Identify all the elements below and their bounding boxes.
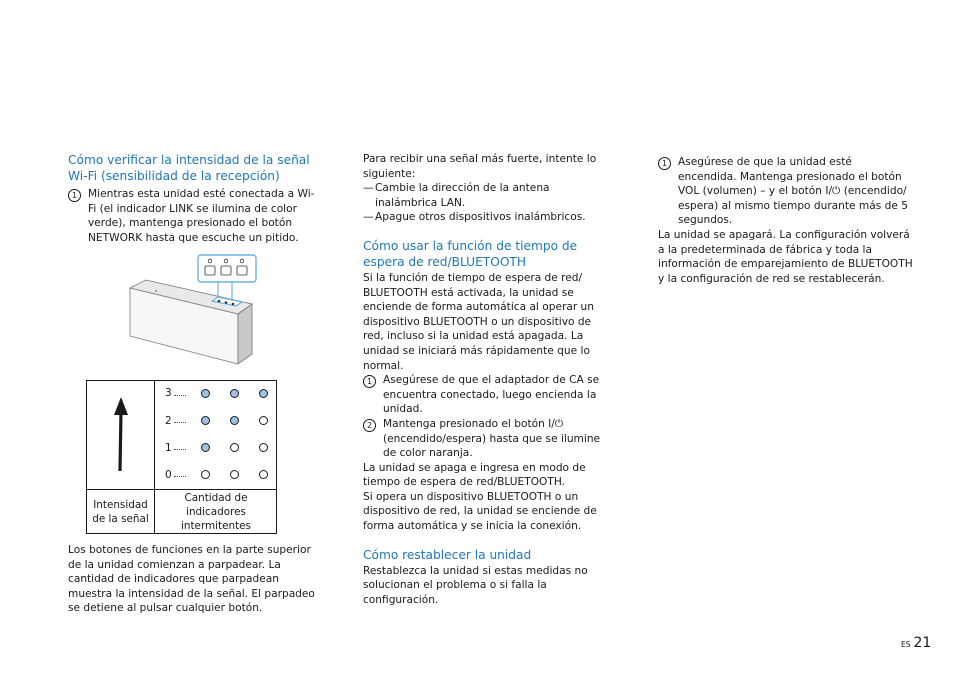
- bullet-item: — Apague otros dispositivos inalámbricos.: [363, 211, 586, 224]
- standby-result: La unidad se apaga e ingresa en modo de tiempo de espera de red/BLUETOOTH.: [363, 461, 586, 489]
- section-heading-reset: Cómo restablecer la unidad: [363, 547, 532, 562]
- section-heading-standby: Cómo usar la función de tiempo de espera de red/BLUETOOTH: [363, 238, 578, 269]
- step-number: 1: [363, 375, 376, 388]
- indicator-off: [259, 443, 268, 452]
- speaker-illustration: [126, 254, 258, 366]
- page-number: [901, 636, 931, 653]
- indicator-off: [259, 416, 268, 425]
- indicator-lit: [201, 416, 210, 425]
- standby-connect: Si opera un dispositivo BLUETOOTH o un dispositivo de red, la unidad se enciende de forma automática y se inicia la conexión.: [363, 490, 597, 533]
- standby-description: Si la función de tiempo de espera de red/ BLUETOOTH está activada, la unidad se enciende de forma automática al operar un dispositivo BLUETOOTH o un dispositivo de red, incluso si la unidad está apagada. La unidad se iniciará más rápidamente que lo normal.: [363, 271, 594, 372]
- step-number: 1: [658, 157, 671, 170]
- step-text: Asegúrese de que el adaptador de CA se encuentra conectado, luego encienda la unidad.: [383, 374, 600, 416]
- level-label: 0: [165, 469, 172, 481]
- indicator-lit: [201, 443, 210, 452]
- indicator-lit: [230, 416, 239, 425]
- step-1: [363, 373, 615, 417]
- column-2: [363, 152, 615, 607]
- column-1: [68, 152, 320, 245]
- signal-strength-table: [86, 380, 277, 534]
- blink-count-label: Cantidad de indicadores intermitentes: [181, 492, 251, 532]
- arrow-up-icon: [113, 397, 129, 473]
- indicator-off: [230, 470, 239, 479]
- reset-result: La unidad se apagará. La configuración volverá a la predeterminada de fábrica y toda la información de emparejamiento de BLUETOOTH y la configuración de red se restablecerán.: [658, 228, 913, 285]
- step-1: [658, 155, 913, 228]
- level-label: 1: [165, 442, 172, 454]
- step-text: Asegúrese de que la unidad esté encendida. Mantenga presionado el botón VOL (volumen) – y el botón I/⏻ (encendido/ espera) al mismo tiempo durante más de 5 segundos.: [678, 156, 908, 227]
- step-1: [68, 187, 320, 245]
- indicator-off: [230, 443, 239, 452]
- level-label: 2: [165, 415, 172, 427]
- signal-strength-label: Intensidad de la señal: [92, 499, 149, 525]
- bullet-item: — Cambie la dirección de la antena inalámbrica LAN.: [363, 182, 550, 209]
- step-text: Mantenga presionado el botón I/⏻ (encendido/espera) hasta que se ilumine de color naranja.: [383, 417, 601, 460]
- step-number: 2: [363, 419, 376, 432]
- indicator-lit: [201, 389, 210, 398]
- signal-explanation: Los botones de funciones en la parte superior de la unidad comienzan a parpadear. La cantidad de indicadores que parpadean muestra la intensidad de la señal. El parpadeo se detiene al pulsar cualquier botón.: [68, 544, 315, 615]
- page-number-value: 21: [913, 635, 932, 651]
- step-text: Mientras esta unidad esté conectada a Wi-Fi (el indicador LINK se ilumina de color verde), mantenga presionado el botón NETWORK hasta que escuche un pitido.: [88, 188, 315, 244]
- language-code: ES: [901, 640, 911, 649]
- column-3: [658, 152, 913, 286]
- step-number: 1: [68, 189, 81, 202]
- reset-description: Restablezca la unidad si estas medidas no solucionan el problema o si falla la configuración.: [363, 564, 588, 606]
- step-2: [363, 417, 615, 461]
- section-heading-signal: Cómo verificar la intensidad de la señal Wi-Fi (sensibilidad de la recepción): [68, 153, 310, 183]
- level-label: 3: [165, 387, 172, 399]
- indicator-lit: [259, 389, 268, 398]
- indicator-off: [259, 470, 268, 479]
- indicator-off: [201, 470, 210, 479]
- indicator-lit: [230, 389, 239, 398]
- intro-text: Para recibir una señal más fuerte, intente lo siguiente:: [363, 153, 597, 180]
